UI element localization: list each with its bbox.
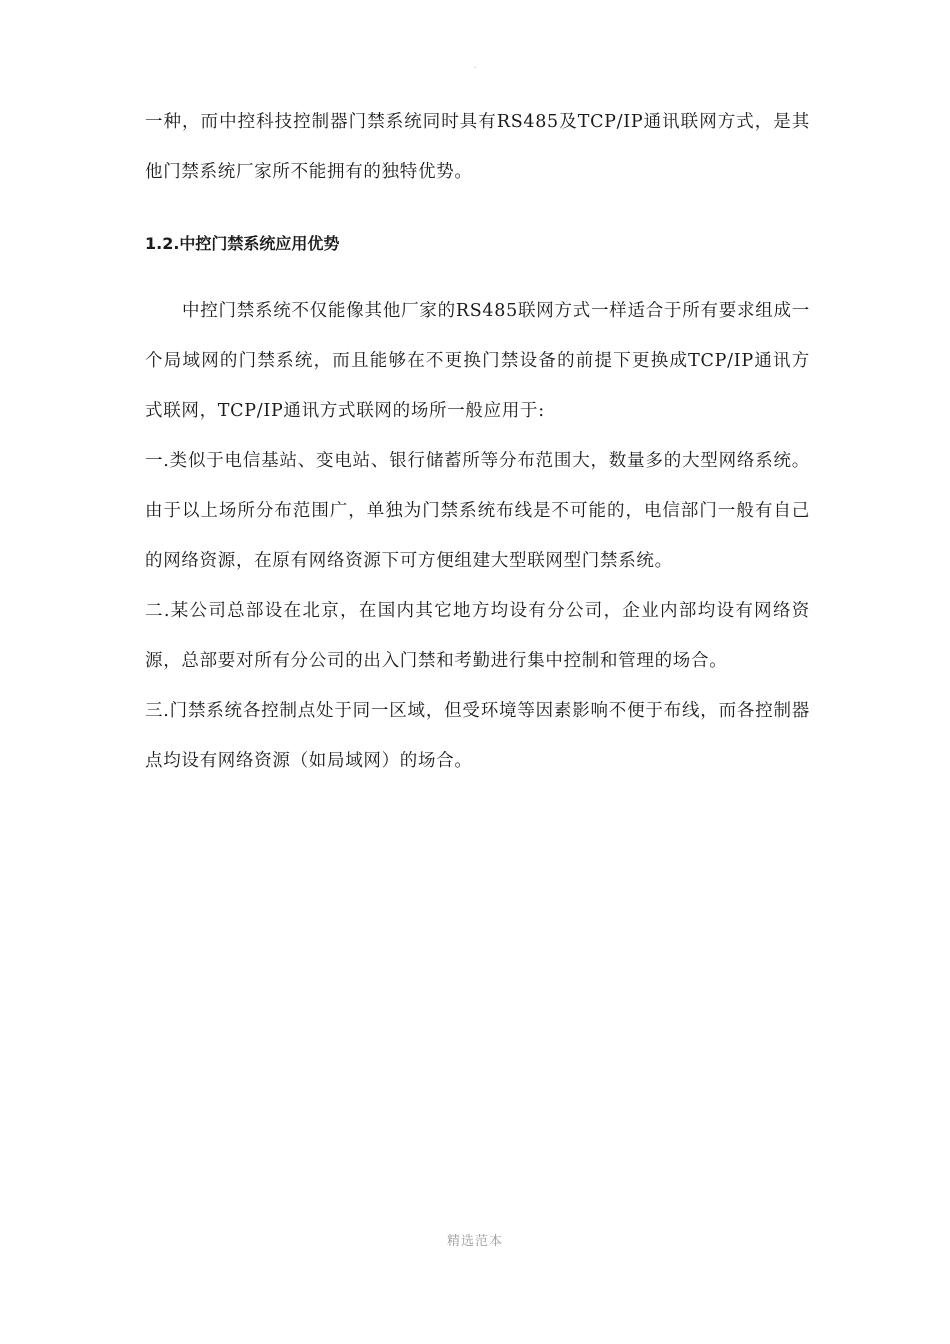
document-body	[145, 97, 810, 786]
list-item-1: 一.类似于电信基站、变电站、银行储蓄所等分布范围大，数量多的大型网络系统。由于以上场所分布范围广，单独为门禁系统布线是不可能的，电信部门一般有自己的网络资源，在原有网络资源下可方便组建大型联网型门禁系统。	[145, 451, 810, 571]
intro-paragraph: 一种，而中控科技控制器门禁系统同时具有RS485及TCP/IP通讯联网方式，是其他门禁系统厂家所不能拥有的独特优势。	[145, 112, 810, 182]
list-item-2: 二.某公司总部设在北京，在国内其它地方均设有分公司，企业内部均设有网络资源，总部要对所有分公司的出入门禁和考勤进行集中控制和管理的场合。	[145, 601, 810, 671]
section-heading: 1.2.中控门禁系统应用优势	[145, 234, 340, 253]
section-paragraph: 中控门禁系统不仅能像其他厂家的RS485联网方式一样适合于所有要求组成一个局域网的门禁系统，而且能够在不更换门禁设备的前提下更换成TCP/IP通讯方式联网，TCP/IP通讯方式联网的场所一般应用于:	[145, 301, 810, 421]
header-mark: .	[473, 61, 477, 71]
page-footer: 精选范本	[446, 1234, 503, 1249]
list-item-3: 三.门禁系统各控制点处于同一区域，但受环境等因素影响不便于布线，而各控制器点均设有网络资源（如局域网）的场合。	[145, 701, 810, 771]
